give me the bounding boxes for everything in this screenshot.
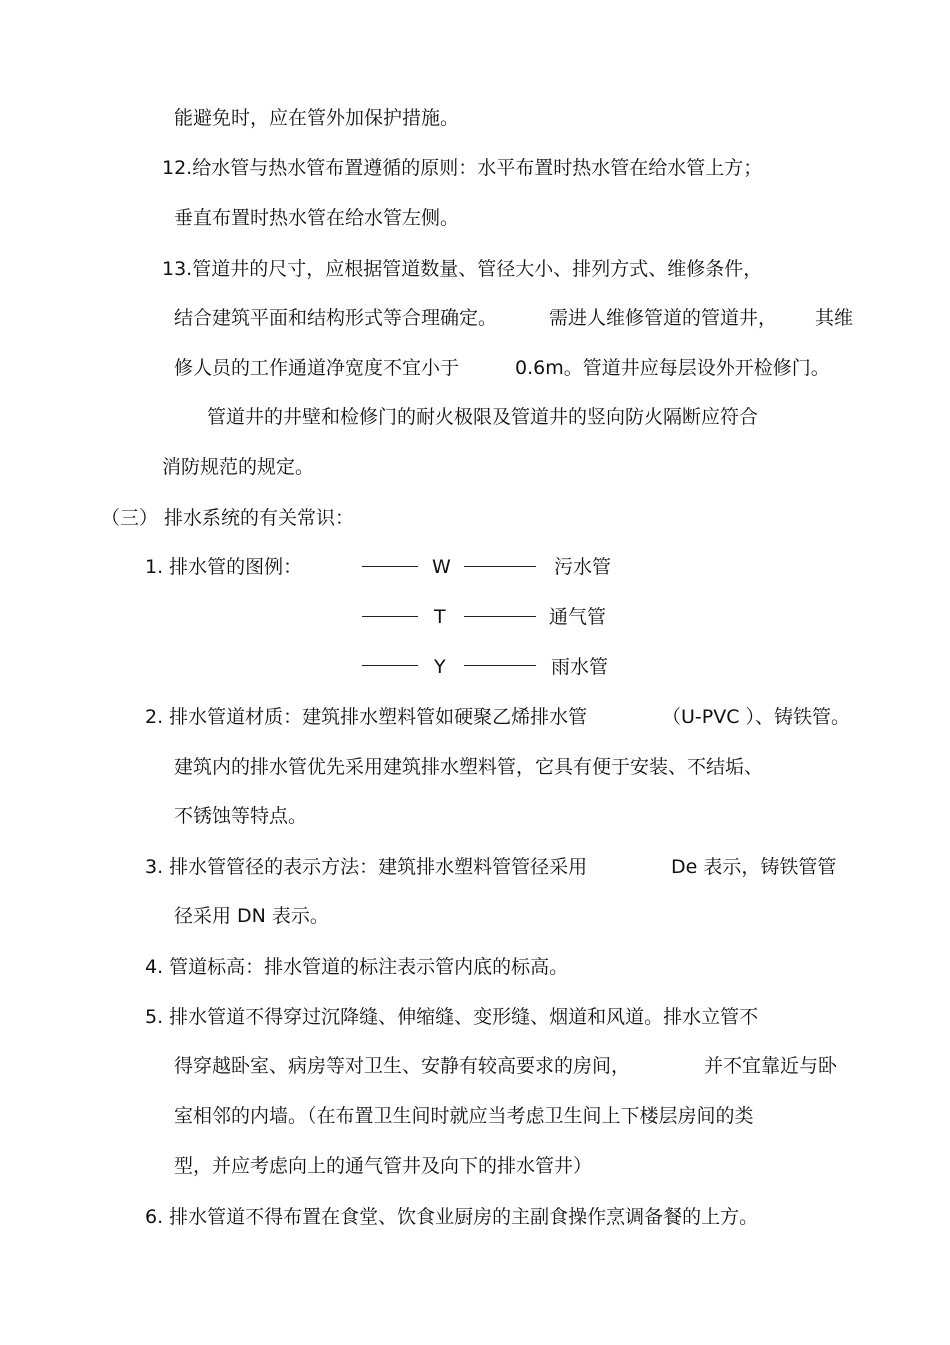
section-3-heading: （三） 排水系统的有关常识： <box>101 507 355 529</box>
legend-code: Y <box>434 656 446 678</box>
paragraph-11-tail: 能避免时，应在管外加保护措施。 <box>174 107 460 129</box>
legend-line-left <box>362 616 418 617</box>
item-13-line-3b: 0.6m。管道井应每层设外开检修门。 <box>515 357 830 379</box>
drain-item-1-label: 1. 排水管的图例： <box>145 556 303 578</box>
item-13-line-2a: 结合建筑平面和结构形式等合理确定。 <box>174 307 498 329</box>
legend-line-right <box>464 566 536 567</box>
drain-item-2-line-2: 建筑内的排水管优先采用建筑排水塑料管，它具有便于安装、不结垢、 <box>174 756 764 778</box>
legend-code: W <box>432 556 451 578</box>
item-12-line-2: 垂直布置时热水管在给水管左侧。 <box>174 207 460 229</box>
legend-line-left <box>362 566 418 567</box>
item-13-line-3a: 修人员的工作通道净宽度不宜小于 <box>174 357 460 379</box>
drain-item-4-line-1: 4. 管道标高：排水管道的标注表示管内底的标高。 <box>145 956 569 978</box>
drain-item-5-line-2b: 并不宜靠近与卧 <box>704 1055 838 1077</box>
drain-item-6-line-1: 6. 排水管道不得布置在食堂、饮食业厨房的主副食操作烹调备餐的上方。 <box>145 1206 759 1228</box>
item-13-line-5: 消防规范的规定。 <box>162 456 315 478</box>
drain-item-2-line-1a: 2. 排水管道材质：建筑排水塑料管如硬聚乙烯排水管 <box>145 706 588 728</box>
drain-item-5-line-4: 型，并应考虑向上的通气管井及向下的排水管井） <box>174 1155 593 1177</box>
drain-item-5-line-3: 室相邻的内墙。（在布置卫生间时就应当考虑卫生间上下楼层房间的类 <box>174 1105 754 1127</box>
legend-line-right <box>464 665 536 666</box>
drain-item-3-line-1a: 3. 排水管管径的表示方法：建筑排水塑料管管径采用 <box>145 856 588 878</box>
legend-name: 雨水管 <box>551 656 609 678</box>
legend-name: 通气管 <box>549 606 607 628</box>
drain-item-3-line-2: 径采用 DN 表示。 <box>174 905 329 927</box>
legend-line-left <box>362 665 418 666</box>
drain-item-2-line-3: 不锈蚀等特点。 <box>174 805 308 827</box>
item-13-line-2b: 需进人维修管道的管道井， <box>549 307 778 329</box>
drain-item-5-line-1: 5. 排水管道不得穿过沉降缝、伸缩缝、变形缝、烟道和风道。排水立管不 <box>145 1006 759 1028</box>
legend-name: 污水管 <box>554 556 612 578</box>
legend-code: T <box>434 606 446 628</box>
drain-item-3-line-1b: De 表示，铸铁管管 <box>671 856 837 878</box>
item-13-line-2c: 其维 <box>815 307 854 329</box>
item-13-line-4: 管道井的井壁和检修门的耐火极限及管道井的竖向防火隔断应符合 <box>207 406 759 428</box>
drain-item-2-line-1b: （U-PVC ）、铸铁管。 <box>662 706 851 728</box>
legend-line-right <box>464 616 536 617</box>
drain-item-5-line-2a: 得穿越卧室、病房等对卫生、安静有较高要求的房间， <box>174 1055 631 1077</box>
item-12-line-1: 12.给水管与热水管布置遵循的原则：水平布置时热水管在给水管上方； <box>162 157 763 179</box>
item-13-line-1: 13.管道井的尺寸，应根据管道数量、管径大小、排列方式、维修条件， <box>162 258 763 280</box>
